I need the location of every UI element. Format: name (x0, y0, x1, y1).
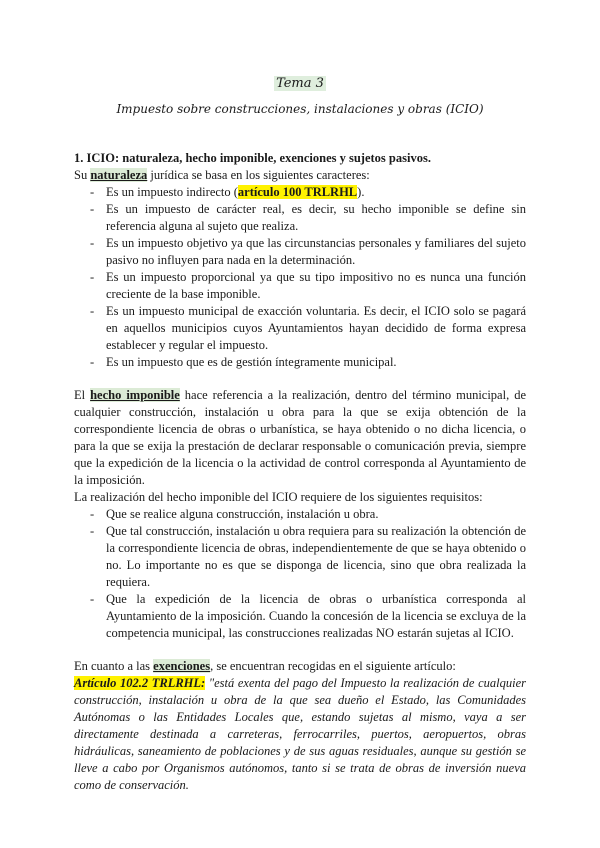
naturaleza-list (74, 184, 526, 371)
requisitos-intro: La realización del hecho imponible del ICIO requiere de los siguientes requisitos: (74, 490, 483, 504)
highlight-article-ref: artículo 100 TRLRHL (237, 185, 358, 199)
list-item: - Es un impuesto que es de gestión íntegramente municipal. (74, 354, 526, 371)
highlight-exenciones: exenciones (153, 659, 211, 673)
exenciones-intro: En cuanto a las exenciones, se encuentran recogidas en el siguiente artículo: (74, 659, 456, 673)
article-quote: Artículo 102.2 TRLRHL: "está exenta del pago del Impuesto la realización de cualquier construcción, instalación u obra de la que sea dueño el Estado, las Comunidades Autónomas o las Entidades Locales que, estando sujetas al mismo, vaya a ser directamente destinada a carreteras, ferrocarriles, puertos, aeropuertos, obras hidráulicas, saneamiento de poblaciones y de sus aguas residuales, aunque su gestión se lleve a cabo por Organismos autónomos, tanto si se trata de obras de inversión nueva como de conservación. (74, 676, 527, 792)
list-item: - Es un impuesto proporcional ya que su tipo impositivo no es nunca una función creciente de la base imponible. (74, 269, 526, 303)
page-subtitle: Impuesto sobre construcciones, instalaciones y obras (ICIO) (116, 102, 484, 116)
highlight-article-102: Artículo 102.2 TRLRHL: (74, 676, 206, 690)
list-item: - Es un impuesto indirecto (artículo 100 TRLRHL). (74, 184, 526, 201)
list-item: - Que se realice alguna construcción, instalación u obra. (74, 506, 526, 523)
requisitos-list (74, 506, 526, 642)
list-item: - Es un impuesto municipal de exacción voluntaria. Es decir, el ICIO solo se pagará en aquellos municipios cuyos Ayuntamientos hayan decidido de forma expresa establecer y regular el impuesto. (74, 303, 526, 354)
section-heading: 1. ICIO: naturaleza, hecho imponible, exenciones y sujetos pasivos. (74, 151, 431, 165)
list-item: - Es un impuesto de carácter real, es decir, su hecho imponible se define sin referencia alguna al sujeto que realiza. (74, 201, 526, 235)
highlight-naturaleza: naturaleza (90, 168, 148, 182)
list-item: - Es un impuesto objetivo ya que las circunstancias personales y familiares del sujeto pasivo no influyen para nada en la determinación. (74, 235, 526, 269)
hecho-imponible-paragraph: El hecho imponible hace referencia a la realización, dentro del término municipal, de cualquier construcción, instalación u obra para la que se exija obtención de la correspondiente licencia de obras o urbanística, se haya obtenido o no dicha licencia, o para la que se exija la prestación de declarar responsable o comunicación previa, siempre que la expedición de la licencia o la actividad de control corresponda al Ayuntamiento de la imposición. (74, 388, 526, 487)
highlight-hecho-imponible: hecho imponible (90, 388, 180, 402)
list-item: - Que la expedición de la licencia de obras o urbanística corresponda al Ayuntamiento de la imposición. Cuando la concesión de la licencia se excluya de la competencia municipal, las construcciones realizadas NO estarán sujetas al ICIO. (74, 591, 526, 642)
naturaleza-intro: Su naturaleza jurídica se basa en los siguientes caracteres: (74, 168, 370, 182)
document-body (74, 150, 526, 794)
list-item: - Que tal construcción, instalación u obra requiera para su realización la obtención de la correspondiente licencia de obras, independientemente de que se haya obtenido o no. Lo importante no es que se disponga de licencia, sino que obra realizada la requiera. (74, 523, 526, 591)
page-title: Tema 3 (276, 76, 324, 91)
